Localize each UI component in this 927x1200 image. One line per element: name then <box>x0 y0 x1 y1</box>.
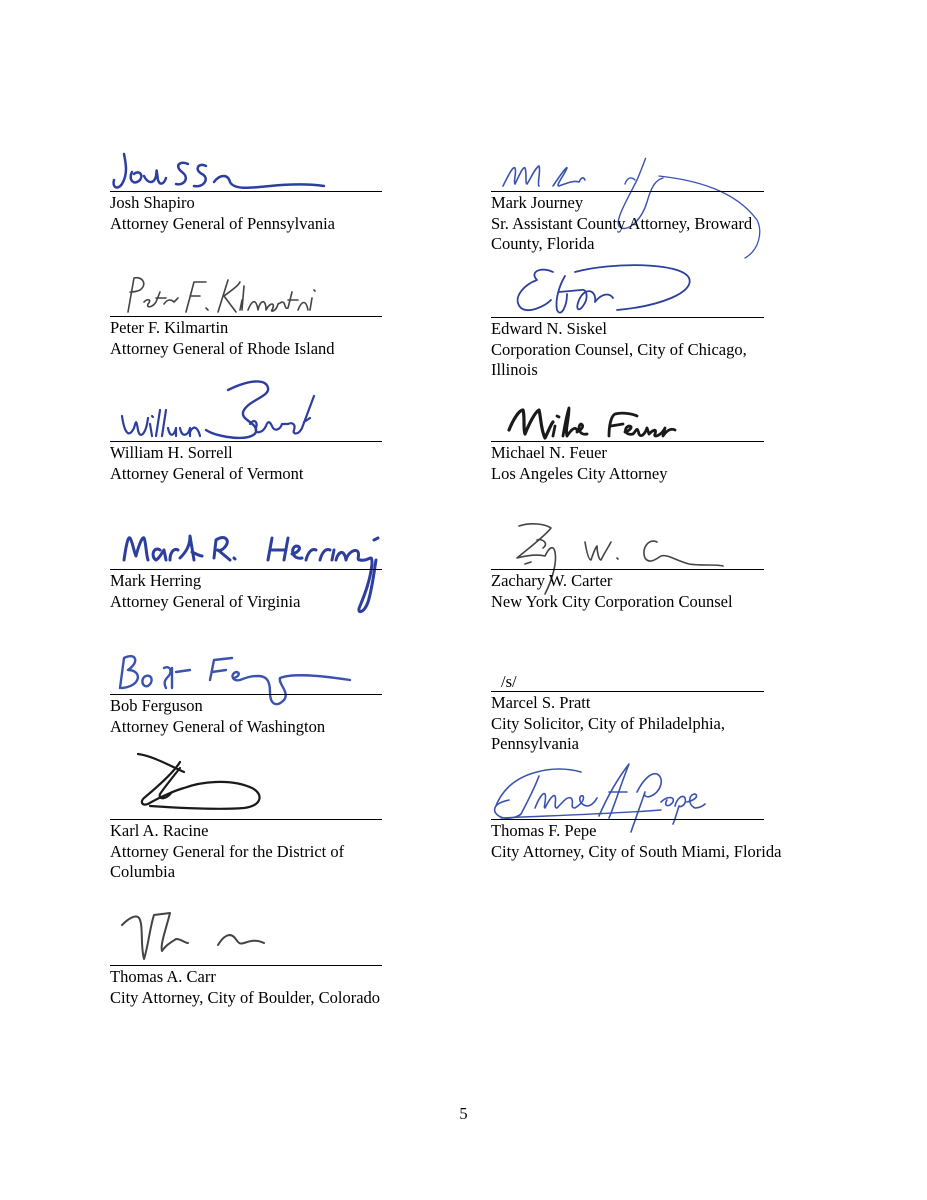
signatory-title: Los Angeles City Attorney <box>491 463 668 483</box>
signature-line <box>491 441 764 442</box>
signatory-text <box>110 318 335 359</box>
signature-block-michael-feuer <box>491 400 821 490</box>
signatory-text <box>491 319 747 381</box>
signatory-name: Josh Shapiro <box>110 193 195 212</box>
signature-block-thomas-pepe <box>491 752 821 872</box>
page-number: 5 <box>459 1104 468 1123</box>
signatory-name: Thomas A. Carr <box>110 967 216 986</box>
signatory-title: Columbia <box>110 862 176 881</box>
signatory-name: Michael N. Feuer <box>491 443 607 462</box>
signatory-text <box>110 571 300 612</box>
signatory-name: Mark Journey <box>491 193 584 212</box>
signatory-name: Bob Ferguson <box>110 696 203 715</box>
signature-thomas-carr <box>118 905 278 965</box>
signatory-name: William H. Sorrell <box>110 443 233 462</box>
signature-edward-siskel <box>501 262 701 322</box>
signatory-text <box>491 821 781 862</box>
signatory-text <box>491 693 725 755</box>
signature-block-william-sorrell <box>110 378 440 488</box>
signatory-title: Attorney General of Virginia <box>110 591 301 611</box>
signatory-text <box>491 193 752 255</box>
signatory-title: City Attorney, City of South Miami, Florida <box>491 841 782 861</box>
signature-block-thomas-carr <box>110 905 440 1015</box>
signature-line <box>491 569 764 570</box>
signatory-title: Illinois <box>491 360 538 379</box>
signature-line <box>110 819 382 820</box>
signature-block-peter-kilmartin <box>110 272 440 367</box>
signatory-text <box>491 571 733 612</box>
signature-line <box>110 569 382 570</box>
signatory-name: Karl A. Racine <box>110 821 209 840</box>
signature-block-mark-herring <box>110 522 440 622</box>
signatory-title: City Attorney, City of Boulder, Colorado <box>110 987 381 1007</box>
signature-block-mark-journey <box>491 150 821 260</box>
signature-line <box>491 191 764 192</box>
signatory-title: Attorney General for the District of <box>110 841 345 861</box>
signature-michael-feuer <box>505 400 685 444</box>
signature-block-zachary-carter <box>491 518 821 618</box>
signatory-title: Attorney General of Washington <box>110 716 326 736</box>
signatory-title: Attorney General of Rhode Island <box>110 338 335 358</box>
signature-line <box>491 317 764 318</box>
signatory-text <box>110 443 304 484</box>
signature-peter-kilmartin <box>120 272 330 318</box>
signatory-title: Attorney General of Pennsylvania <box>110 213 335 233</box>
signatory-title: Sr. Assistant County Attorney, Broward <box>491 213 753 233</box>
electronic-signature: /s/ <box>501 672 517 691</box>
signature-line <box>110 694 382 695</box>
signature-line <box>110 441 382 442</box>
signatory-text <box>110 967 380 1008</box>
signature-josh-shapiro <box>110 150 340 195</box>
signature-block-josh-shapiro <box>110 150 440 240</box>
signature-block-edward-siskel <box>491 262 821 382</box>
signatory-name: Thomas F. Pepe <box>491 821 597 840</box>
signatory-title: Corporation Counsel, City of Chicago, <box>491 339 747 359</box>
signatory-title: County, Florida <box>491 234 595 253</box>
signature-karl-racine <box>120 748 280 818</box>
signature-william-sorrell <box>118 378 328 444</box>
signatory-name: Edward N. Siskel <box>491 319 607 338</box>
signatory-name: Mark Herring <box>110 571 202 590</box>
signatory-title: City Solicitor, City of Philadelphia, <box>491 713 725 733</box>
signature-line <box>110 965 382 966</box>
signatory-text <box>110 696 325 737</box>
signatory-name: Peter F. Kilmartin <box>110 318 229 337</box>
signature-line <box>110 316 382 317</box>
signatory-text <box>110 821 344 883</box>
signature-line <box>110 191 382 192</box>
signatory-title: Pennsylvania <box>491 734 579 753</box>
signature-line <box>491 691 764 692</box>
signatory-name: Zachary W. Carter <box>491 571 613 590</box>
signatory-title: Attorney General of Vermont <box>110 463 304 483</box>
signature-block-karl-racine <box>110 748 440 881</box>
signatory-name: Marcel S. Pratt <box>491 693 591 712</box>
signature-block-bob-ferguson <box>110 648 440 743</box>
signatory-title: New York City Corporation Counsel <box>491 591 733 611</box>
signatory-text <box>491 443 667 484</box>
signature-line <box>491 819 764 820</box>
signatory-text <box>110 193 335 234</box>
